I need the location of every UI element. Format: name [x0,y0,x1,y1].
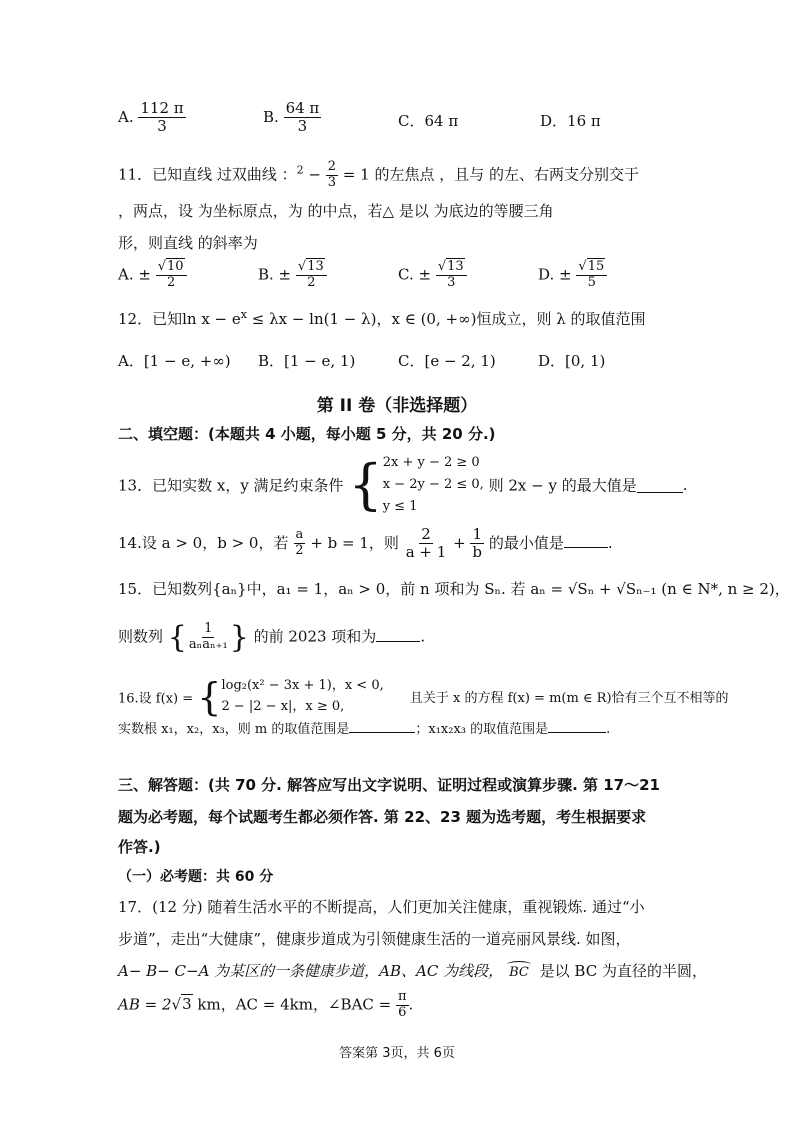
q12-option-c: C．[e − 2, 1) [398,352,496,370]
fraction [404,526,449,562]
option-label: B. [263,107,279,126]
radicand: 13 [447,259,464,274]
q11-line2: ，两点，设 为坐标原点，为 的中点，若△ 是以 为底边的等腰三角 [118,202,554,220]
q12-option-b: B．[1 − e, 1) [258,352,356,370]
q12-option-a: A．[1 − e, +∞) [118,352,231,370]
q11-line3: 形，则直线 的斜率为 [118,234,258,252]
denominator: 3 [157,117,167,136]
text: A− B− C−A 为某区的一条健康步道，AB、AC 为线段， [118,962,504,980]
numerator: 2 [327,159,337,174]
text: 12．已知 [118,310,183,328]
q17-line4: AB = 2√3 km，AC = 4km，∠BAC = $\frac{\pi}{6}$ . [118,989,414,1020]
text: . [682,476,688,495]
q10-option-a [118,100,186,136]
text: 则数列 [118,627,164,646]
math: ≤ λx − ln(1 − λ)，x ∈ (0, +∞) [246,310,477,328]
text: + [453,533,466,552]
math: ln x − e [182,310,241,328]
constraint: x − 2y − 2 ≤ 0, [382,477,484,493]
solve-heading-line3: 作答.) [118,838,161,856]
text: AB = 2 [118,995,172,1014]
answer-blank [548,718,606,733]
q11-option-a [118,260,187,291]
q11-option-d [538,260,607,291]
answer-blank [637,478,683,493]
text: 11．已知直线 过双曲线 ： [118,165,297,184]
q16-line2 [118,718,610,737]
text: 是以 BC 为直径的半圆， [534,962,707,980]
q16-line1 [118,676,729,718]
text: . [408,995,414,1014]
case: 2 − |2 − x|，x ≥ 0, [221,698,345,714]
fill-in-heading: 二、填空题：(本题共 4 小题，每小题 5 分，共 20 分.) [118,425,496,443]
fraction: $\frac{√13}{3}$ [436,260,467,291]
q17-line3 [118,960,707,981]
q17-line2: 步道”，走出“大健康”，健康步道成为引领健康生活的一道亮丽风景线. 如图， [118,930,631,948]
constraint: y ≤ 1 [382,499,418,515]
text: 16.设 f(x) = [118,691,194,707]
radicand: 10 [167,259,184,274]
q11-option-c [398,260,467,291]
denominator: a + 1 [405,543,447,562]
denominator: 3 [297,117,308,136]
fraction: $\frac{√13}{2}$ [296,260,327,291]
text: . [607,533,613,552]
arc-label: BC [509,965,529,980]
solve-heading-line1: 三、解答题：(共 70 分. 解答应写出文字说明、证明过程或演算步骤. 第 17～21 [118,776,660,794]
numerator: a [295,527,304,543]
numerator: 2 [421,525,431,543]
denominator: aₙaₙ₊₁ [188,637,228,652]
q11-line1: 11．已知直线 过双曲线 ：$^2$ − $\frac{2}{3}$ = 1 的左焦点 ，且与 的左、右两支分别交于 [118,159,639,190]
fraction [187,622,230,653]
answer-blank [376,627,420,642]
fraction [293,528,305,559]
text: + b = 1，则 [310,533,399,552]
denominator: 2 [295,543,304,559]
option-label: B. ± [258,265,292,284]
answer-blank [564,533,608,548]
q12-stem [118,308,645,329]
q13 [118,452,687,518]
q11-option-b [258,260,327,291]
q14 [118,526,613,562]
arc-bc [503,965,535,980]
radicand: 3 [182,995,192,1014]
text: 14.设 a > 0，b > 0，若 [118,533,289,552]
text: ；x₁x₂x₃ 的取值范围是 [415,722,549,737]
page-footer: 答案第 3页，共 6页 [339,1046,455,1061]
fraction [326,160,338,191]
constraint: 2x + y − 2 ≥ 0 [382,455,480,470]
constraint-system: { 2x + y − 2 ≥ 0 x − 2y − 2 ≤ 0, y ≤ 1 [348,452,483,518]
required-heading: （一）必考题：共 60 分 [118,869,274,885]
text: 13．已知实数 x，y 满足约束条件 [118,476,344,495]
text: 则 2x − y 的最大值是 [488,476,637,495]
option-label: C. ± [398,265,432,284]
denominator: 2 [167,274,176,290]
denominator: 2 [307,274,316,290]
option-label: D. ± [538,265,572,284]
option-label: A. ± [118,265,151,284]
denominator: 3 [447,274,456,290]
superscript: x [240,308,247,321]
text: 实数根 x₁，x₂，x₃，则 m 的取值范围是 [118,722,350,737]
q15-line2: 则数列 { $\frac{1}{\text{aₙaₙ₊₁}}$ } 的前 2023 项和为 . [118,620,426,655]
option-label: A. [118,107,134,126]
q17-line1: 17．(12 分) 随着生活水平的不断提高，人们更加关注健康，重视锻炼. 通过“小 [118,898,645,916]
solve-heading-line2: 题为必考题，每个试题考生都必须作答. 第 22、23 题为选考题，考生根据要求 [118,808,647,826]
text: = 1 的左焦点 ，且与 的左、右两支分别交于 [342,165,639,184]
fraction: $\frac{√10}{2}$ [156,260,187,291]
answer-blank [349,718,415,733]
denominator: 3 [327,174,337,190]
q10-option-c: C．64 π [398,112,459,130]
q12-option-d: D．[0, 1) [538,352,606,370]
piecewise-function: { log₂(x² − 3x + 1)，x < 0, 2 − |2 − x|，x ≥ 0, [197,674,384,719]
denominator: b [472,543,483,562]
radicand: 13 [307,259,324,274]
text: 的最小值是 [488,533,564,552]
q15-line1: 15．已知数列{aₙ}中，a₁ = 1，aₙ > 0，前 n 项和为 Sₙ. 若 aₙ = √Sₙ + √Sₙ₋₁ (n ∈ N*, n ≥ 2)， [118,580,790,598]
radicand: 15 [587,259,605,274]
q10-option-d: D．16 π [540,112,601,130]
denominator: 6 [398,1004,407,1020]
numerator: 1 [204,621,213,637]
section-title: 第 II 卷（非选择题） [316,396,478,416]
fraction [284,100,322,136]
numerator: 112 π [140,99,184,117]
numerator: 1 [472,525,482,543]
case: log₂(x² − 3x + 1)，x < 0, [221,678,384,693]
fraction [396,990,409,1021]
text: 的前 2023 项和为 [253,627,377,646]
superscript: 2 [296,163,304,177]
fraction [138,100,185,136]
text: 恒成立，则 λ 的取值范围 [476,310,646,328]
text: km，AC = 4km，∠BAC = [192,995,392,1014]
denominator: 5 [587,274,596,290]
fraction [470,526,484,562]
numerator: π [398,989,407,1004]
text: . [606,722,611,737]
numerator: 64 π [285,99,320,117]
fraction: $\frac{√15}{5}$ [576,260,607,291]
text: . [420,627,426,646]
q10-option-b [263,100,321,136]
text: 且关于 x 的方程 f(x) = m(m ∈ R)恰有三个互不相等的 [409,691,729,707]
